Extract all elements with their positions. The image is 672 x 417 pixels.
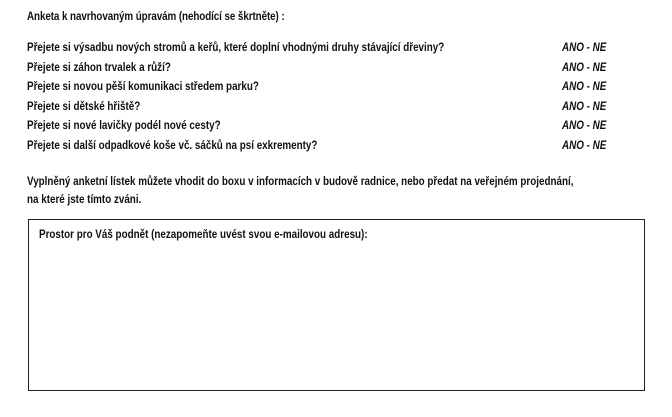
yes-no-choice[interactable]: ANO - NE	[562, 59, 607, 74]
question-row-flowerbed	[27, 60, 647, 80]
question-text: Přejete si záhon trvalek a růží?	[27, 59, 171, 74]
question-row-trees	[27, 40, 647, 60]
question-row-bins	[27, 138, 647, 158]
question-row-playground	[27, 99, 647, 119]
question-list	[27, 40, 647, 157]
question-text: Přejete si dětské hřiště?	[27, 98, 141, 113]
yes-no-choice[interactable]: ANO - NE	[562, 98, 607, 113]
yes-no-choice[interactable]: ANO - NE	[562, 40, 607, 54]
question-row-benches	[27, 118, 647, 138]
question-text: Přejete si další odpadkové koše vč. sáčků na psí exkrementy?	[27, 137, 318, 152]
question-text: Přejete si nové lavičky podél nové cesty?	[27, 118, 221, 132]
comment-label: Prostor pro Váš podnět (nezapomeňte uvést svou e-mailovou adresu):	[39, 227, 368, 241]
yes-no-choice[interactable]: ANO - NE	[562, 137, 607, 152]
question-row-path	[27, 79, 647, 99]
submission-note-line: na které jste tímto zváni.	[27, 192, 142, 206]
comment-box[interactable]	[28, 219, 645, 391]
survey-heading: Anketa k navrhovaným úpravám (nehodící se škrtněte) :	[27, 9, 285, 23]
question-text: Přejete si výsadbu nových stromů a keřů, které doplní vhodnými druhy stávající dřeviny?	[27, 40, 445, 54]
question-text: Přejete si novou pěší komunikaci středem parku?	[27, 79, 259, 93]
yes-no-choice[interactable]: ANO - NE	[562, 79, 607, 93]
yes-no-choice[interactable]: ANO - NE	[562, 118, 607, 132]
submission-note-line: Vyplněný anketní lístek můžete vhodit do boxu v informacích v budově radnice, nebo předat na veřejném projednání,	[27, 174, 574, 188]
submission-note	[27, 172, 573, 208]
